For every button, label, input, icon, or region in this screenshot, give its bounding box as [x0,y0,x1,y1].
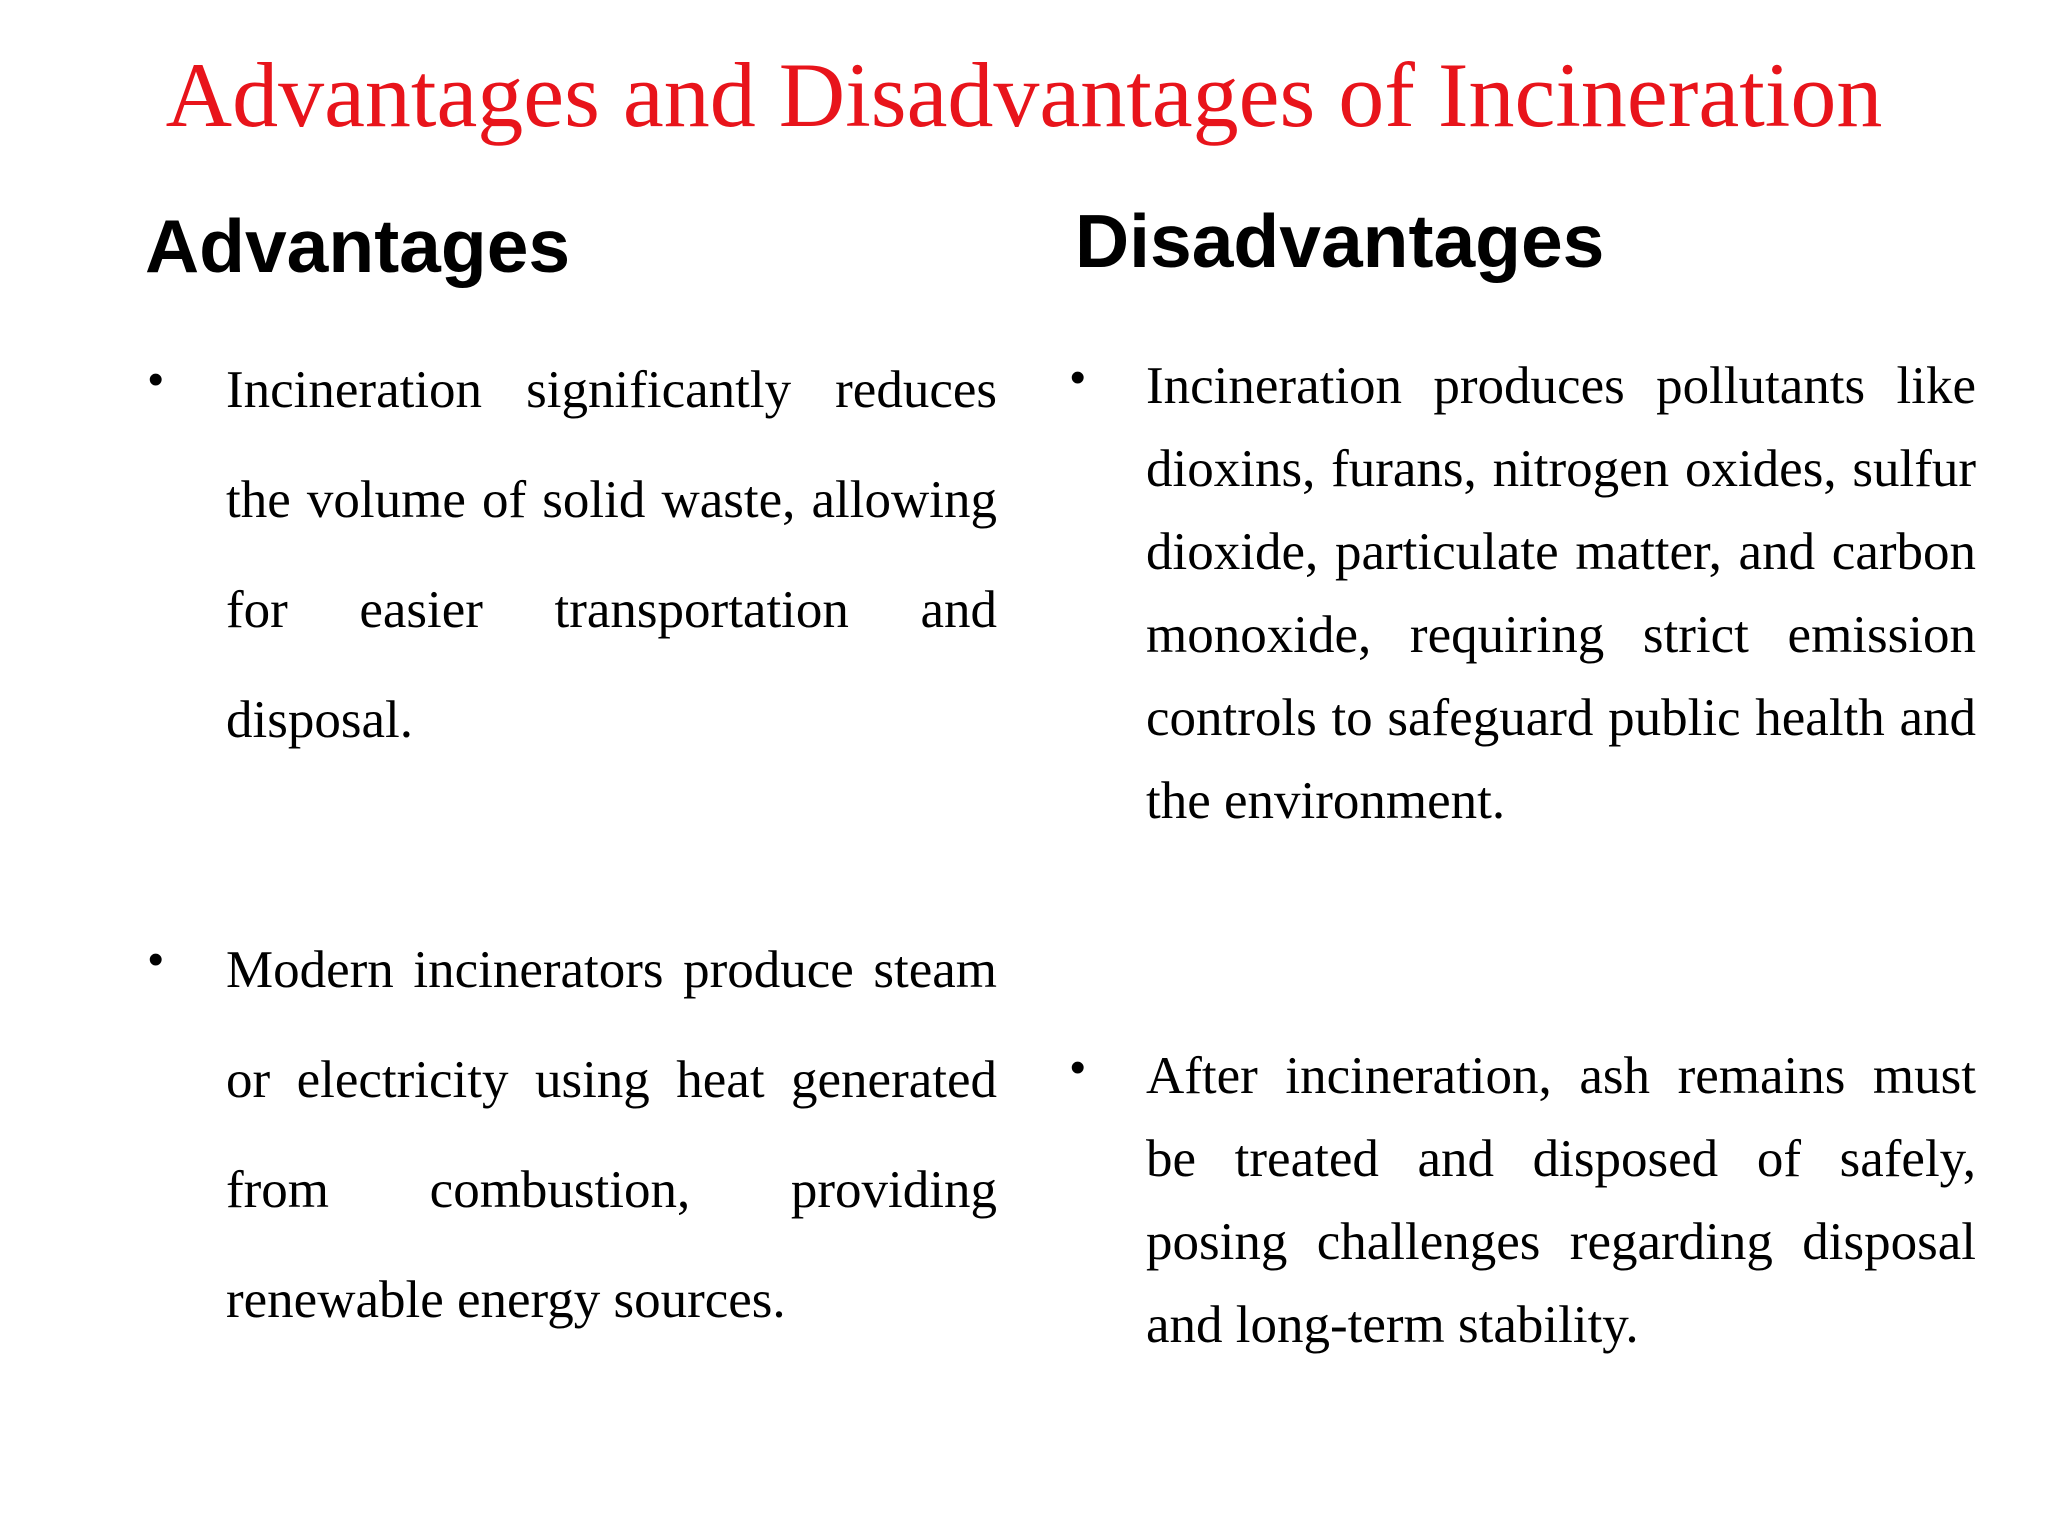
advantage-text-1: Incineration significantly reduces the volume of solid waste, allowing for easier transportation and disposal. [226,361,997,749]
bullet-icon: • [1070,1043,1086,1092]
disadvantage-text-1: Incineration produces pollutants like dioxins, furans, nitrogen oxides, sulfur dioxide, particulate matter, and carbon monoxide, requiring strict emission controls to safeguard public health and the environment. [1146,357,1976,830]
disadvantages-heading: Disadvantages [1075,199,1605,283]
bullet-icon: • [148,935,164,984]
slide-title: Advantages and Disadvantages of Incineration [165,44,1883,146]
disadvantage-text-2: After incineration, ash remains must be treated and disposed of safely, posing challenges regarding disposal and long-term stability. [1146,1047,1976,1354]
bullet-icon: • [1070,353,1086,402]
bullet-icon: • [148,355,164,404]
advantages-heading: Advantages [145,204,571,288]
advantage-text-2: Modern incinerators produce steam or electricity using heat generated from combustion, providing renewable energy sources. [226,941,997,1329]
